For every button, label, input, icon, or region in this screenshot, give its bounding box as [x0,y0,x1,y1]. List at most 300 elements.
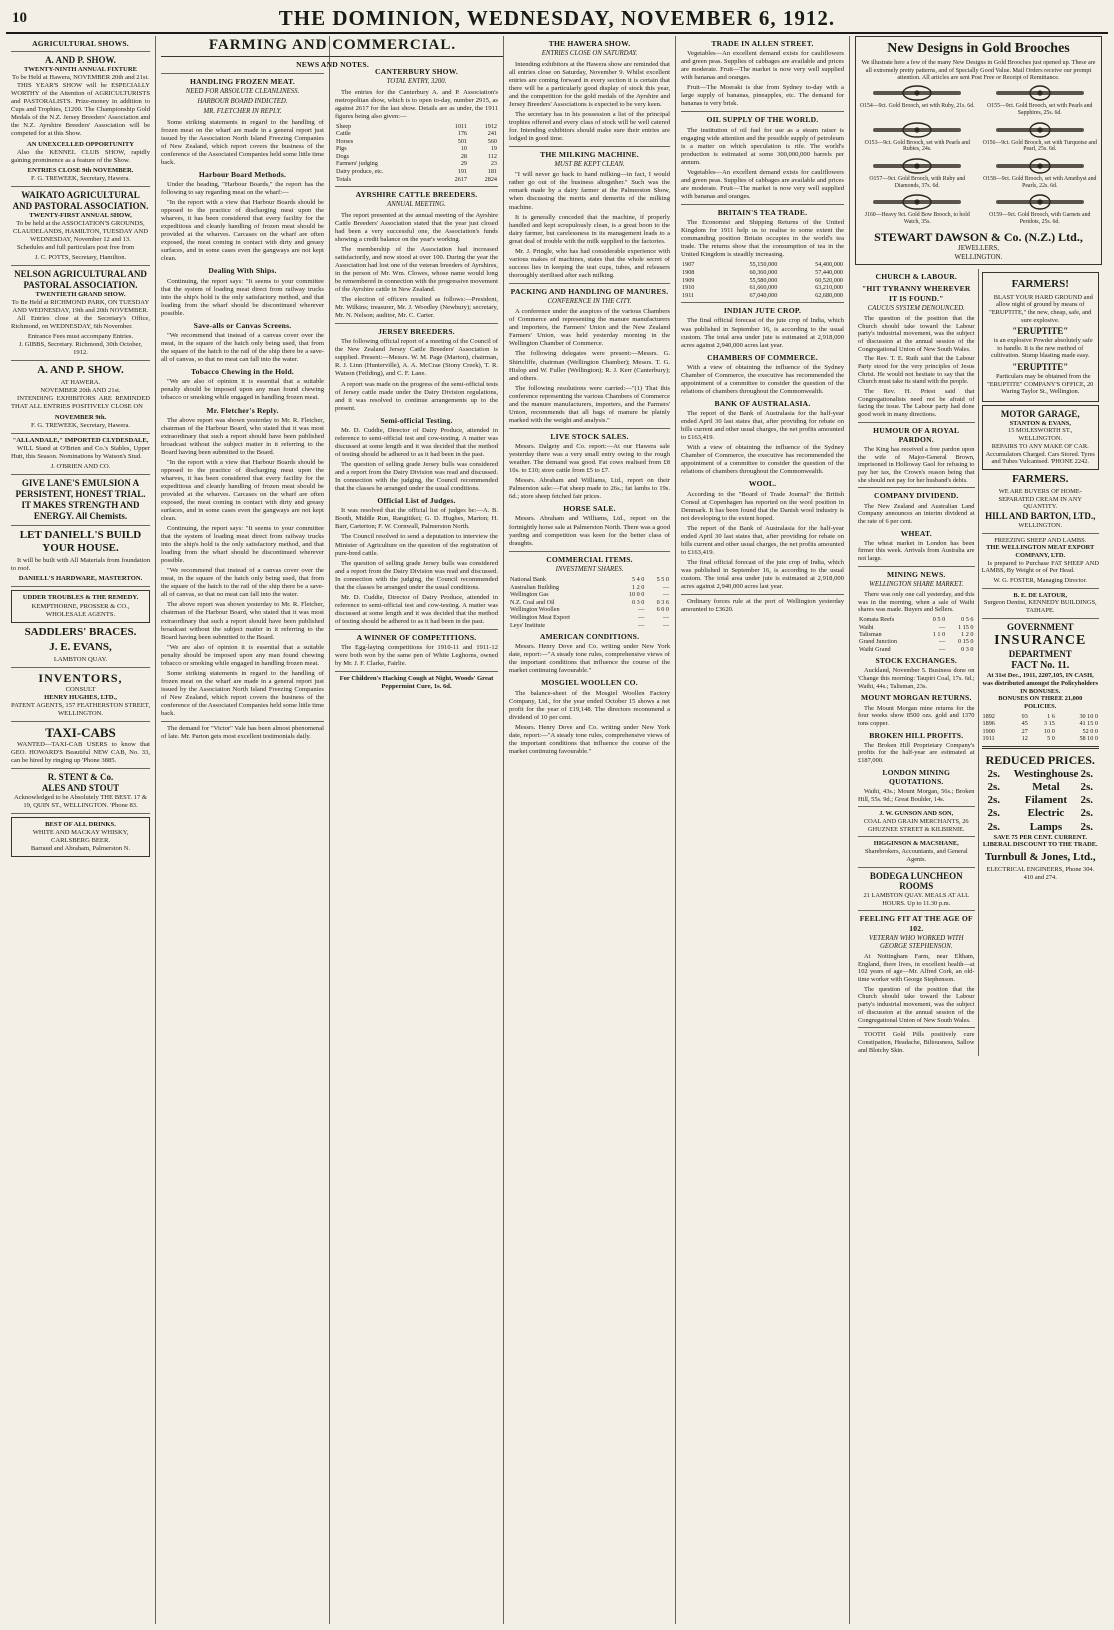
divider [11,186,150,187]
canterbury-table-cell: 241 [487,130,497,138]
canterbury-table-cell: Farmers' judging [336,160,378,168]
bank-p-repeat: The report of the Bank of Australasia for the half-year ended April 30 last states that, after providing for rebate on bills current and other usual charges, the net profits amounted to £163,419. [681,524,844,556]
divider [11,768,150,769]
investment-table-cell: — [638,621,645,629]
tea-table-cell: 1907 [682,261,695,269]
ap-show-body: INTENDING EXHIBITORS ARE REMINDED THAT ALL ENTRIES POSITIVELY CLOSE ON [11,395,150,411]
mining-table-cell: Talisman [859,630,882,638]
divider [982,588,1100,589]
fit-p: At Nottingham Farm, near Eltham, England, there lives, in excellent health—at 102 years of age—Mr. Alfred Cork, an old-time worker with George Stephenson. [858,953,975,984]
bodega-heading: BODEGA LUNCHEON ROOMS [869,870,963,892]
jersey-p2: A report was made on the progress of the semi-official tests of Jersey cattle made under the Dairy Division regulations, and it was resolved to continue arrangements up to the present. [335,380,498,412]
mining-table-cell: Waihi [859,623,874,631]
brooch-desc: O159—9ct. Gold Brooch, with Garnets and Peridots, 25s. 6d. [989,212,1091,225]
hawera-entries: ENTRIES CLOSE 9th NOVEMBER. [27,166,134,174]
column-3 [330,36,504,1624]
bonus-table-cell: 52 0 0 [1082,727,1098,735]
lamp-price-row [982,781,1100,794]
lamp-price-row [982,807,1100,820]
frozen-meat-sub2: HARBOUR BOARD INDICTED. [197,98,288,106]
canterbury-table-cell: 112 [487,152,497,160]
canterbury-table-row [335,145,498,153]
hawera-sign: F. G. TREWEEK, Secretary, Hawera. [30,174,131,182]
hawera-show-p2: The secretary has in his possession a list of the principal trophies offered and every class of stock will be well catered for. Intending exhibitors should make sure their entries are lodged in good time. [509,110,670,142]
brooch-icon [992,193,1088,211]
canterbury-table-row [335,168,498,176]
mount-morgan-p: The Mount Morgan mine returns for the four weeks show 8500 ozs. gold and 1370 tons copper. [858,704,975,727]
ap-show-dates: NOVEMBER 20th AND 21st. [40,387,121,395]
allandale-sign: J. O'BRIEN AND CO. [50,462,111,470]
tooth-pills-ad: TOOTH Gold Pills positively cure Constipation, Headache, Biliousness, Sallow and Blotchy Skin. [858,1031,975,1054]
lamp-name: Electric [1027,807,1065,820]
divider [681,594,844,595]
turnbull-heading: Turnbull & Jones, Ltd., [984,851,1096,864]
brooch-ad [855,36,1102,265]
bonus-table-cell: 1911 [982,734,995,742]
stent-sub: ALES AND STOUT [41,783,120,794]
canterbury-table-cell: 2617 [454,175,468,183]
mining-table-row [858,638,975,645]
ayrshire-p3: The election of officers resulted as follows:—President, Mr. Wilkins; treasurer, Mr. J. Woodley (Newbury); secretary, Mr. N. Nelson; auditor, Mr. C. Carter. [335,296,498,320]
divider [681,111,844,112]
jersey-p3-repeat: Mr. D. Cuddie, Director of Dairy Produce, attended in reference to semi-official test and cow-testing. A matter was discussed at some length and it was decided that the method of testing should be adhered to as it had been in the past. [335,593,498,625]
mining-table-row [858,631,975,638]
col5-footer: Ordinary forces rule at the port of Wellington yesterday amounted to £3620. [681,598,844,614]
humour-heading: HUMOUR OF A ROYAL PARDON. [873,425,960,444]
london-mining-p: Waihi, 43s.; Mount Morgan, 56s.; Broken Hill, 55s. 9d.; Great Boulder, 14s. [858,788,975,803]
frozen-meat-p2-repeat: Some striking statements in regard to the handling of frozen meat on the wharf are made in a general report just issued by the Association North Island Freezing Companies of New Zealand, which report covers the business of the conference of the Associated Companies held some little time back. [161,669,324,717]
london-mining-heading: LONDON MINING QUOTATIONS. [882,767,951,786]
farmers-p: BLAST YOUR HARD GROUND and allow night of ground by means of "ERUPTITE," the new, cheap, safe, and sure explosive. [989,293,1093,324]
bonus-table-cell: 93 [1021,712,1028,720]
canterbury-table-cell: 176 [457,130,468,138]
tea-table-cell: 1911 [682,291,695,299]
canterbury-table-cell: Pigs [336,145,347,153]
canterbury-heading: CANTERBURY SHOW. [375,67,458,76]
bonus-table-cell: 10 0 [1043,727,1055,735]
lamp-price: 2s. [1080,807,1093,820]
milking-p2: It is generally conceded that the machine, if properly handled and kept scrupulously clean, is a great boon to the dairy farmer, but carelessness in its management leads to a great deal of trouble with the milk supplied to the factories. [509,213,670,245]
tea-table-row [681,292,844,300]
brooch-desc: O157—9ct. Gold Brooch, with Ruby and Diamonds, 37s. 6d. [869,176,966,189]
brooch-icon [992,121,1088,139]
tea-table-cell: 67,040,000 [749,291,778,299]
daniell-title: LET DANIELL'S BUILD YOUR HOUSE. [19,528,142,554]
frozen-meat-p5: "We recommend that instead of a canvas cover over the meat, in the square of the hatch only being used, that from the square of the hatch to the rail of the ship there be a save-all of canvas, so that no meat can fall into the water. [161,332,324,364]
mining-table-cell: 0 15 0 [958,638,974,646]
company-dividend-heading: COMPANY DIVIDEND. [874,491,959,501]
column-4 [504,36,676,1624]
divider [858,867,975,868]
divider [11,474,150,475]
divider [681,204,844,205]
humour-p: The King has received a free pardon upon the wife of Major-General Brown, imprisoned in Holloway Gaol for refusing to pay her tax, the Crown's reason being that she should not pay for her husband's debts. [858,445,975,484]
canterbury-table-row [335,153,498,161]
mosgiel-p: The balance-sheet of the Mosgiel Woollen Factory Company, Ltd., for the year ended October 15 shows a net profit for the year of £19,148. The directors recommend a dividend of 10 per cent. [509,689,670,721]
tea-table-cell: 60,520,000 [815,276,843,284]
hawera-unexcelled: AN UNEXCELLED OPPORTUNITY [26,140,135,148]
frozen-meat-p7-repeat: The above report was shown yesterday to Mr. R. Fletcher, chairman of the Harbour Board, who stated that it was most extraordinary that such a report should have been published broadcast without the subject matter in it referring to the Board having been submitted to the Board. [161,601,324,641]
live-stock-heading: LIVE STOCK SALES. [550,431,629,441]
canterbury-table-cell: Dogs [336,152,350,160]
brooch-desc: O158—9ct. Gold Brooch, set with Amethyst and Pearls, 22s. 6d. [983,176,1097,189]
column-1 [6,36,156,1624]
bonus-table [982,713,1100,743]
canterbury-table-cell: Totals [336,175,352,183]
mining-table-cell: Waihi Grand [859,645,891,653]
lamp-name: Lamps [1029,820,1063,833]
farming-title: FARMING AND COMMERCIAL. [161,36,504,57]
caucus-heading: CAUCUS SYSTEM DENOUNCED. [867,304,965,312]
divider [11,525,150,526]
ayrshire-sub: ANNUAL MEETING. [387,201,446,209]
divider [509,551,670,552]
hawera-show-sub: TWENTY-NINTH ANNUAL FIXTURE [24,66,137,74]
tea-table-row [681,261,844,269]
divider [858,422,975,423]
brooch-icon [869,157,965,175]
udder-title: UDDER TROUBLES & THE REMEDY. [22,594,139,602]
mining-table-row [858,646,975,653]
investment-table-cell: — [662,591,669,599]
canterbury-table-cell: 1011 [454,122,468,130]
stewart-dawson-city: WELLINGTON. [954,252,1003,261]
right-split [855,269,1102,1056]
meat-export-heading: THE WELLINGTON MEAT EXPORT COMPANY, LTD. [986,544,1095,560]
eruptite-p: is an explosive Powder absolutely safe to handle. It is the new method of cultivation. Stump blasting made easy. [990,337,1093,360]
american-heading: AMERICAN CONDITIONS. [539,632,640,642]
brooch-icon [869,84,965,102]
divider [11,813,150,814]
frozen-meat-p6-repeat: "We are also of opinion it is essential that a suitable penalty should be imposed upon any man found chewing tobacco or smoking while engaged in handling frozen meat. [161,643,324,667]
news-notes-heading: NEWS AND NOTES. [296,60,369,70]
investment-table-cell: — [662,613,669,621]
winner-heading: A WINNER OF COMPETITIONS. [356,632,477,642]
brooch-desc: J160—Heavy 9ct. Gold Bow Brooch, to hold Watch, 35s. [864,212,970,225]
motor-garage-firm: STANTON & EVANS, [1009,419,1071,427]
stent-title: R. STENT & Co. [47,772,114,783]
best-title: BEST OF ALL DRINKS. [45,821,116,829]
american-p: Messrs. Henry Dove and Co. writing under New York date, report:—"A steady tone rules, comprehensive views of the important conditions that influence the course of the market continuing favourable." [509,643,670,675]
eruptite-order: Particulars may be obtained from the "ERUPTITE" COMPANY'S OFFICE, 20 Waring Taylor St., Wellington. [987,372,1094,396]
divider [982,618,1100,619]
tyranny-heading: "HIT TYRANNY WHEREVER IT IS FOUND." [861,284,971,303]
tea-table-cell: 1909 [682,276,695,284]
investment-table-cell: Wellington Woollen [510,606,560,614]
canterbury-table-cell: 191 [457,168,468,176]
frozen-meat-p1: Some striking statements in regard to the handling of frozen meat on the wharf are made in a general report just issued by the Association North Island Freezing Companies of New Zealand, which report covers the business of the conference of the Associated Companies held some little time back. [161,118,324,166]
commercial-heading: COMMERCIAL ITEMS. [546,554,633,564]
divider [11,667,150,668]
canterbury-table-cell: Dairy produce, etc. [336,168,384,176]
bonus-table-cell: 1892 [982,712,995,720]
ap-show-sign: F. G. TREWEEK, Secretary, Hawera. [30,421,131,429]
divider [858,487,975,488]
higginson-heading: HIGGINSON & MACSHANE, [873,840,959,848]
trade-p1: Vegetables—An excellent demand exists for cauliflowers and green peas. Supplies of cabbages are available and prices are moderate. Fruit—The market is now very well supplied with bananas and oranges. [681,50,844,82]
bonus-table-row [982,728,1100,735]
mining-table-cell: Komata Reefs [859,616,895,624]
trade-p2: Fruit—The Moeraki is due from Sydney to-day with a large supply of bananas, pineapples, etc. The demand for bananas is very brisk. [681,84,844,108]
divider [509,146,670,147]
fit-sub: VETERAN WHO WORKED WITH GEORGE STEPHENSON. [868,934,964,950]
gunson-p: COAL AND GRAIN MERCHANTS, 26 GHUZNEE STREET & KILBIRNIE. [863,818,969,833]
canterbury-table-cell: 2824 [484,175,497,183]
hill-barton-sub: WELLINGTON. [1018,521,1063,529]
investment-table-row [509,584,670,592]
bonus-table-cell: 5 0 [1047,734,1055,742]
canterbury-table-cell: 560 [487,137,497,145]
bonus-table-cell: 3 15 [1043,720,1055,728]
meat-export-p: Is prepared to Purchase FAT SHEEP AND LAMBS, By Weight or of Per Head. [981,559,1099,575]
investment-table-cell: 5 5 0 [656,576,669,584]
gunson-heading: J. W. GUNSON AND SON, [879,810,954,818]
divider [335,629,498,630]
bonus-table-cell: 1896 [982,720,995,728]
frozen-meat-p6: "We are also of opinion it is essential that a suitable penalty should be imposed upon any man found chewing tobacco or smoking while engaged in handling frozen meat. [161,378,324,402]
lane-emulsion-ad: GIVE LANE'S EMULSION A PERSISTENT, HONEST TRIAL. IT MAKES STRENGTH AND ENERGY. All Chemists. [15,477,146,521]
daniell-body: It will be built with All Materials from foundation to roof. [11,557,150,573]
live-stock-p2: Messrs. Abraham and Williams, Ltd., report on their Palmerston sale:—Fat sheep made to 26s.; fat lambs to 19s. 6d.; store sheep fetched fair prices. [509,477,670,501]
investment-table-cell: 0 3 0 [631,598,645,606]
tea-p: The Economist and Shipping Returns of the United Kingdom for 1911 help us to realise to some extent the commanding position Britain occupies in the world's tea trade. The returns show that the consumption of tea in the United Kingdom is steadily increasing. [681,219,844,259]
company-dividend-p: The New Zealand and Australian Land Company announces an interim dividend at the rate of 6 per cent. [858,502,975,525]
live-stock-p1: Messrs. Dalgety and Co. report:—At our Hawera sale yesterday there was a very small entry owing to the rough weather. The demand was good. Fat cows realised from £8 10s. to £10; store cattle from £5 to £7. [509,443,670,475]
jute-p: The final official forecast of the jute crop of India, which was published in September 16, is according to the usual custom. The total area under jute is estimated at 2,918,000 acres against 2,940,000 acres last year. [681,317,844,349]
evans-sub: LAMBTON QUAY. [53,656,108,664]
trade-heading: TRADE IN ALLEN STREET. [711,39,814,48]
canterbury-sub: TOTAL ENTRY, 3200. [386,78,447,86]
winner-body: The Egg-laying competitions for 1910-11 and 1911-12 were both won by the same pen of White Leghorns, owned by Mr. J. F. Clarke, Fairlie. [335,644,498,668]
frozen-meat-p4: Continuing, the report says: "It seems to your committee that the system of loading meat direct from railway trucks into the ship's hold is the only satisfactory method, and that loading from the wharf should be discontinued wherever possible. [161,277,324,317]
oil-p: The institution of oil fuel for use as a steam raiser is engaging wide attention and the possible supply of petroleum is a matter on which speculation is rife. The world's production is estimated at some 300,000,000 barrels per annum. [681,126,844,166]
stewart-dawson-name: STEWART DAWSON & Co. (N.Z.) Ltd., [874,229,1083,244]
tobacco-heading: Tobacco Chewing in the Hold. [191,367,294,377]
divider [858,1027,975,1028]
divider [11,265,150,266]
mount-morgan-heading: MOUNT MORGAN RETURNS. [860,693,972,703]
ships-heading: Dealing With Ships. [208,266,277,276]
reduced-prices-heading: REDUCED PRICES. [985,753,1095,768]
canterbury-table-cell: 181 [487,168,497,176]
bonus-table-cell: 1 6 [1047,712,1055,720]
brooch-title: New Designs in Gold Brooches [887,41,1070,56]
divider [858,910,975,911]
investment-table-cell: 5 4 0 [631,576,645,584]
brooch-item [982,84,1099,116]
lamp-price-row [982,794,1100,807]
tea-table-cell: 55,580,000 [749,276,778,284]
brooch-item [859,121,976,153]
bank-p: The report of the Bank of Australasia for the half-year ended April 30 last states that, after providing for rebate on bills current and other usual charges, the net profits amounted to £163,419. [681,410,844,442]
frozen-meat-p3-repeat: "In the report with a view that Harbour Boards should be opposed to the practice of discharging meat upon the wharves, it has been considered that every facility for the expeditious and cleanly handling of frozen meat should be provided at the wharves. Carcases on the wharf are often exposed, the meat coming in contact with dirty and greasy surfaces, and in some cases even the gangways are not kept clean. [161,458,324,523]
tea-table-cell: 57,440,000 [815,268,843,276]
investment-table-row [509,576,670,584]
waikato-sched: Schedules and full particulars post free from [17,243,135,251]
lamps-list [982,768,1100,834]
jersey-p5: It was resolved that the official list of judges be:—A. B. Booth, Middle Run, Rangitikei; G. D. Hughes, Marton; H. Barr, Carterton; F. W. Cornwall, Palmerston North. [335,507,498,531]
investment-heading: INVESTMENT SHARES. [555,565,624,573]
divider [11,360,150,361]
divider [11,721,150,722]
investment-table-cell: National Bank [510,576,546,584]
mining-table-cell: Grand Junction [859,638,897,646]
mining-table-cell: 0 5 0 [932,616,946,624]
canterbury-table-cell: 23 [490,160,497,168]
investment-table [509,576,670,629]
tea-table-cell: 63,210,000 [815,284,843,292]
tea-table-row [681,269,844,277]
farmers2-heading: FARMERS. [1012,472,1069,485]
higginson-p: Sharebrokers, Accountants, and General Agents. [864,848,968,863]
hill-barton-heading: HILL AND BARTON, LTD., [985,511,1096,522]
shows-heading: AGRICULTURAL SHOWS. [32,39,129,48]
ap-show-at: AT HAWERA. [60,379,101,387]
divider [161,73,324,74]
lamp-name: Filament [1024,794,1068,807]
church-labour-heading: CHURCH & LABOUR. [875,272,957,282]
broken-hill-heading: BROKEN HILL PROFITS. [869,730,964,740]
investment-table-cell: — [638,606,645,614]
bonus-table-cell: 12 [1021,734,1028,742]
investment-table-cell: Wellington Gas [510,591,549,599]
fletcher-heading: Mr. Fletcher's Reply. [206,405,279,415]
semi-official-heading: Semi-official Testing. [380,415,453,425]
investment-table-cell: 1 2 0 [631,583,645,591]
waikato-sign: J. C. POTTS, Secretary, Hamilton. [34,253,127,261]
packing-p1: A conference under the auspices of the various Chambers of Commerce and representing the manure manufacturers and importers, the Farmers' Union and the New Zealand Farmers' Union, was held yesterday morning in the Wellington Chamber of Commerce. [509,308,670,348]
bonus-table-cell: 1900 [982,727,995,735]
divider [161,721,324,722]
canterbury-table-cell: Cattle [336,130,351,138]
hill-barton-p: FREEZING SHEEP AND LAMBS. [994,536,1087,544]
lamp-price-row [982,821,1100,834]
oil-heading: OIL SUPPLY OF THE WORLD. [706,115,819,125]
investment-table-cell: Wellington Meat Export [510,613,570,621]
mining-table-cell: 1 1 0 [932,630,946,638]
brooch-desc: O153—9ct. Gold Brooch, set with Pearls and Rubies, 24s. [864,139,970,153]
lamp-price: 2s. [987,820,1001,833]
divider [11,586,150,587]
tea-table-cell: 61,660,000 [749,284,778,292]
canterbury-table-cell: 28 [460,152,468,160]
mining-table-cell: 0 3 0 [961,645,974,653]
canterbury-table-cell: 1912 [484,122,497,130]
bonus-table-cell: 45 [1021,720,1028,728]
lamp-price: 2s. [987,780,1001,793]
harbour-methods-heading: Harbour Board Methods. [198,169,287,179]
bank-heading: BANK OF AUSTRALASIA. [714,398,811,408]
canterbury-table-row [335,130,498,138]
investment-table-cell: Leys' Institute [510,621,545,629]
investment-table-row [509,614,670,622]
jute-p-repeat: The final official forecast of the jute crop of India, which was published in September 16, is according to the usual custom. The total area under jute is estimated at 2,918,000 acres against 2,940,000 acres last year. [681,558,844,591]
lamp-price: 2s. [987,794,1001,807]
jersey-p1: The following official report of a meeting of the Council of the New Zealand Jersey Cattle Breeders' Association is supplied. Present:—Messrs. W. M. Page (Marton), chairman, R. J. Linn (Hunterville), A. A. McCrae (Stony Creek), T. R. Watson (Feilding), and C. F. Lane. [335,338,498,378]
lamp-price: 2s. [1080,780,1093,793]
taxi-title: TAXI-CABS [45,725,116,741]
brooch-item [859,157,976,189]
nelson-sign: J. GIBBS, Secretary. Richmond, 30th October, 1912. [18,340,143,356]
investment-table-cell: 10 0 0 [628,591,645,599]
chambers-p-repeat: With a view of obtaining the influence of the Sydney Chamber of Commerce, the executive has recommended the appointment of a committee to consider the question of the relations of chambers throughout the Commonwealth. [681,444,844,476]
title-spacer [335,36,498,64]
divider [335,671,498,672]
nelson-forms: Entrance Fees must accompany Entries. [27,332,134,340]
hawera-show-body: THIS YEAR'S SHOW will be ESPECIALLY WORTHY of the Attention of AGRICULTURISTS and PASTORALISTS. Prize-money in addition to Cups and Trophies, £1200. The Championship Gold Medals of the N.Z. Jersey Breeders' Association and the N.Z. Ayrshire Breeders' Association will be competed for at this Show. [11,82,150,138]
right-split-col-b [979,269,1103,1056]
fit-heading: FEELING FIT AT THE AGE OF 102. [859,914,973,933]
motor-garage-ad [982,405,1100,470]
lamps-save: SAVE 75 PER CENT. CURRENT. [993,833,1087,841]
canterbury-table-row [335,176,498,184]
meat-export-sign: W. G. FOSTER, Managing Director. [993,577,1087,585]
divider [858,566,975,567]
lamps-discount: LIBERAL DISCOUNT TO THE TRADE. [982,841,1098,849]
column-6 [850,36,1102,1624]
waikato-body: To be held at the ASSOCIATION'S GROUNDS, CLAUDELANDS, HAMILTON, TUESDAY AND WEDNESDAY, November 12 and 13. [12,219,149,243]
mining-heading: MINING NEWS. [886,569,946,579]
hawera-show-subhead: ENTRIES CLOSE ON SATURDAY. [541,50,638,58]
lamp-price: 2s. [1080,820,1093,833]
evans-title: J. E. EVANS, [49,640,112,653]
wheat-heading: WHEAT. [900,528,932,538]
hawera-show-dates: To be Held at Hawera, NOVEMBER 20th and 21st. [12,74,149,82]
mining-table-cell: 1 15 0 [958,623,974,631]
paper-title: THE DOMINION, WEDNESDAY, NOVEMBER 6, 1912. [278,5,836,30]
best-sign: Barraud and Abraham, Palmerston N. [30,845,131,853]
canterbury-table-cell: 19 [490,145,497,153]
tea-table-cell: 55,150,000 [749,261,778,269]
nelson-body: To Be Held at RICHMOND PARK, ON TUESDAY AND WEDNESDAY, 19th and 20th NOVEMBER. [11,298,150,314]
bonus-table-cell: 41 15 0 [1079,720,1098,728]
nelson-entries: All Entries close at the Secretary's Office, Richmond, on WEDNESDAY, 6th November. [11,314,150,330]
brooch-desc: O156—9ct. Gold Brooch, set with Turquoise and Pearl, 25s. 6d. [982,139,1097,153]
divider [509,428,670,429]
mining-p: There was only one call yesterday, and this was in the morning, when a sale of Waihi shares was made. Buyers and Sellers. [858,591,975,614]
ayrshire-p2: The membership of the Association had increased satisfactorily, and now stood at over 100. During the year the Association had lost one of the veteran breeders of Ayrshires, in the person of Mr. Wm. Clowes, whose name would long be remembered in connection with the progressive movement of the Ayrshire cattle in New Zealand. [335,245,498,293]
packing-heading: PACKING AND HANDLING OF MANURES. [510,286,669,296]
ayrshire-p1: The report presented at the annual meeting of the Ayrshire Cattle Breeders' Association stated that the year just closed had been a very successful one, the Association's funds showing a credit balance on the year's working. [335,211,498,243]
frozen-meat-sub: NEED FOR ABSOLUTE CLEANLINESS. [185,87,300,95]
mining-table-cell: — [938,623,946,631]
inventors-consult: CONSULT [65,686,96,694]
bonus-table-row [982,713,1100,720]
broken-hill-p: The Broken Hill Proprietary Company's profits for the half-year are estimated at £187,000. [858,741,975,765]
wool-p: According to the "Board of Trade Journal" the British Consul at Copenhagen has reported on the wool position in Denmark. It has been found that the Danish wool industry is not developing to the extent hoped. [681,490,844,522]
investment-table-row [509,591,670,599]
bonus-table-row [982,735,1100,742]
ayrshire-heading: AYRSHIRE CATTLE BREEDERS. [355,190,478,200]
bonus-table-row [982,720,1100,727]
canterbury-table-cell: 501 [457,137,468,145]
jersey-p4-repeat: The question of selling grade Jersey bulls was considered and a report from the Dairy Division was read and discussed. In connection with the judging, the Council recommended that the classes be arranged under the usual conditions. [335,559,498,591]
mining-table-row [858,624,975,631]
chambers-p: With a view of obtaining the influence of the Sydney Chamber of Commerce, the executive has recommended the appointment of a committee to consider the question of the relations of chambers throughout the Commonwealth. [681,363,844,395]
canterbury-table-cell: 29 [460,160,468,168]
investment-table-cell: 6 0 0 [656,606,669,614]
hawera-show-heading: THE HAWERA SHOW. [548,39,631,48]
eruptite-heading: "ERUPTITE" [1012,326,1069,337]
ap-show-title: A. AND P. SHOW. [37,363,124,376]
brooch-desc: O155—9ct. Gold Brooch, set with Pearls and Sapphires, 25s. 6d. [987,103,1093,117]
eruptite-heading-2: "ERUPTITE" [1012,362,1069,373]
labour-p1-repeat: The question of the position that the Church should take toward the Labour party's industrial movement, was the subject of discussion at the annual session of the Congregational Union of New South Wales. [858,985,975,1024]
government-heading: GOVERNMENT [1006,621,1074,632]
insurance-heading: INSURANCE [994,632,1087,648]
farmers-heading: FARMERS! [1011,278,1069,291]
packing-p2: The following delegates were present:—Messrs. G. Shirtcliffe, chairman (Wellington Chamber); Messrs. T. G. Hislop and W. Fuller (Wellington); R. J. Kerr (Canterbury); and others. [509,350,670,382]
